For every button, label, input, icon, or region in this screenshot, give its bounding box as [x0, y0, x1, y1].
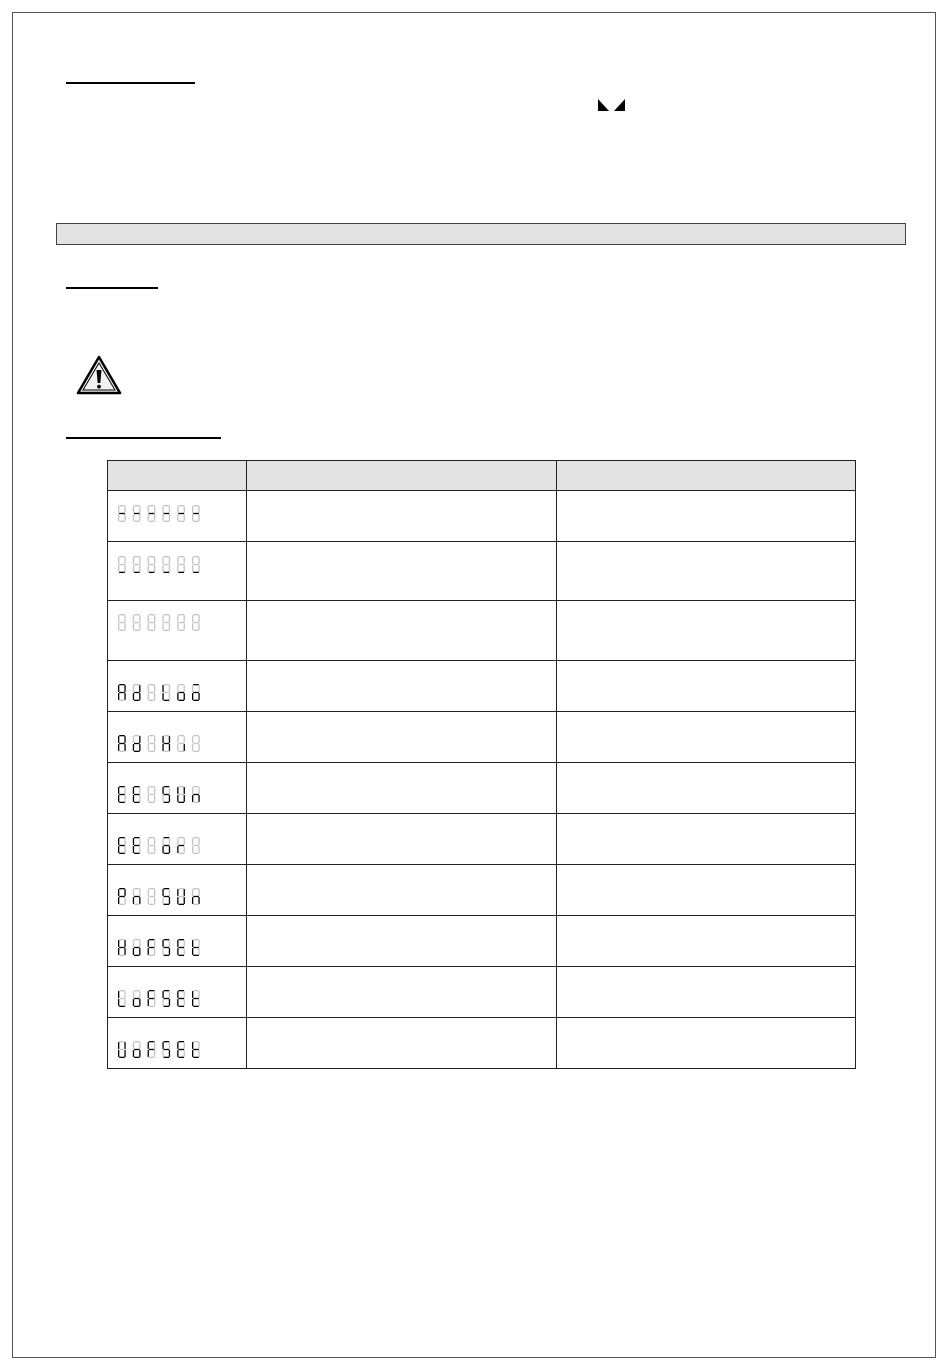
display-code-cell: [108, 916, 247, 967]
table-row: [108, 542, 856, 601]
header-display: [108, 461, 247, 491]
seven-seg-display-ad-hi-icon: [118, 734, 246, 759]
description-cell: [247, 763, 556, 814]
seven-seg-display-hoffset-icon: [118, 938, 246, 963]
action-cell: [556, 542, 855, 601]
seven-seg-display-ee-sum-icon: [118, 785, 246, 810]
seven-seg-display-underscores-icon: [118, 555, 246, 580]
action-cell: [556, 814, 855, 865]
seven-seg-display-pm-sum-icon: [118, 887, 246, 912]
action-cell: [556, 1018, 855, 1069]
action-cell: [556, 491, 855, 542]
display-code-cell: [108, 967, 247, 1018]
section-heading-underline-3: [66, 437, 221, 439]
description-cell: [247, 814, 556, 865]
description-cell: [247, 1018, 556, 1069]
section-divider-bar: [56, 223, 906, 245]
table-row: [108, 814, 856, 865]
description-cell: [247, 491, 556, 542]
table-row: [108, 601, 856, 661]
action-cell: [556, 865, 855, 916]
table-row: [108, 491, 856, 542]
description-cell: [247, 916, 556, 967]
display-code-cell: [108, 491, 247, 542]
table-header-row: [108, 461, 856, 491]
seven-seg-display-dashes-icon: [118, 504, 246, 529]
action-cell: [556, 601, 855, 661]
action-cell: [556, 967, 855, 1018]
description-cell: [247, 542, 556, 601]
display-code-cell: [108, 814, 247, 865]
display-code-cell: [108, 1018, 247, 1069]
description-cell: [247, 601, 556, 661]
display-code-cell: [108, 661, 247, 712]
display-code-cell: [108, 865, 247, 916]
table-row: [108, 763, 856, 814]
description-cell: [247, 967, 556, 1018]
description-cell: [247, 661, 556, 712]
display-code-cell: [108, 542, 247, 601]
display-code-table: [107, 460, 856, 1069]
header-description: [247, 461, 556, 491]
seven-seg-display-ad-low-icon: [118, 683, 246, 708]
description-cell: [247, 712, 556, 763]
seven-seg-display-blank-icon: [118, 613, 246, 638]
display-code-cell: [108, 763, 247, 814]
table-row: [108, 865, 856, 916]
action-cell: [556, 712, 855, 763]
section-heading-underline-1: [66, 82, 195, 84]
header-action: [556, 461, 855, 491]
level-marker-icon: [598, 99, 626, 111]
table-row: [108, 1018, 856, 1069]
display-code-cell: [108, 601, 247, 661]
action-cell: [556, 661, 855, 712]
table-row: [108, 712, 856, 763]
table-row: [108, 661, 856, 712]
description-cell: [247, 865, 556, 916]
seven-seg-display-uoffset-icon: [118, 1040, 246, 1065]
section-heading-underline-2: [66, 287, 158, 289]
table-row: [108, 916, 856, 967]
table-row: [108, 967, 856, 1018]
seven-seg-display-loffset-icon: [118, 989, 246, 1014]
seven-seg-display-ee-err-icon: [118, 836, 246, 861]
action-cell: [556, 916, 855, 967]
warning-icon: [75, 354, 123, 396]
display-code-cell: [108, 712, 247, 763]
action-cell: [556, 763, 855, 814]
